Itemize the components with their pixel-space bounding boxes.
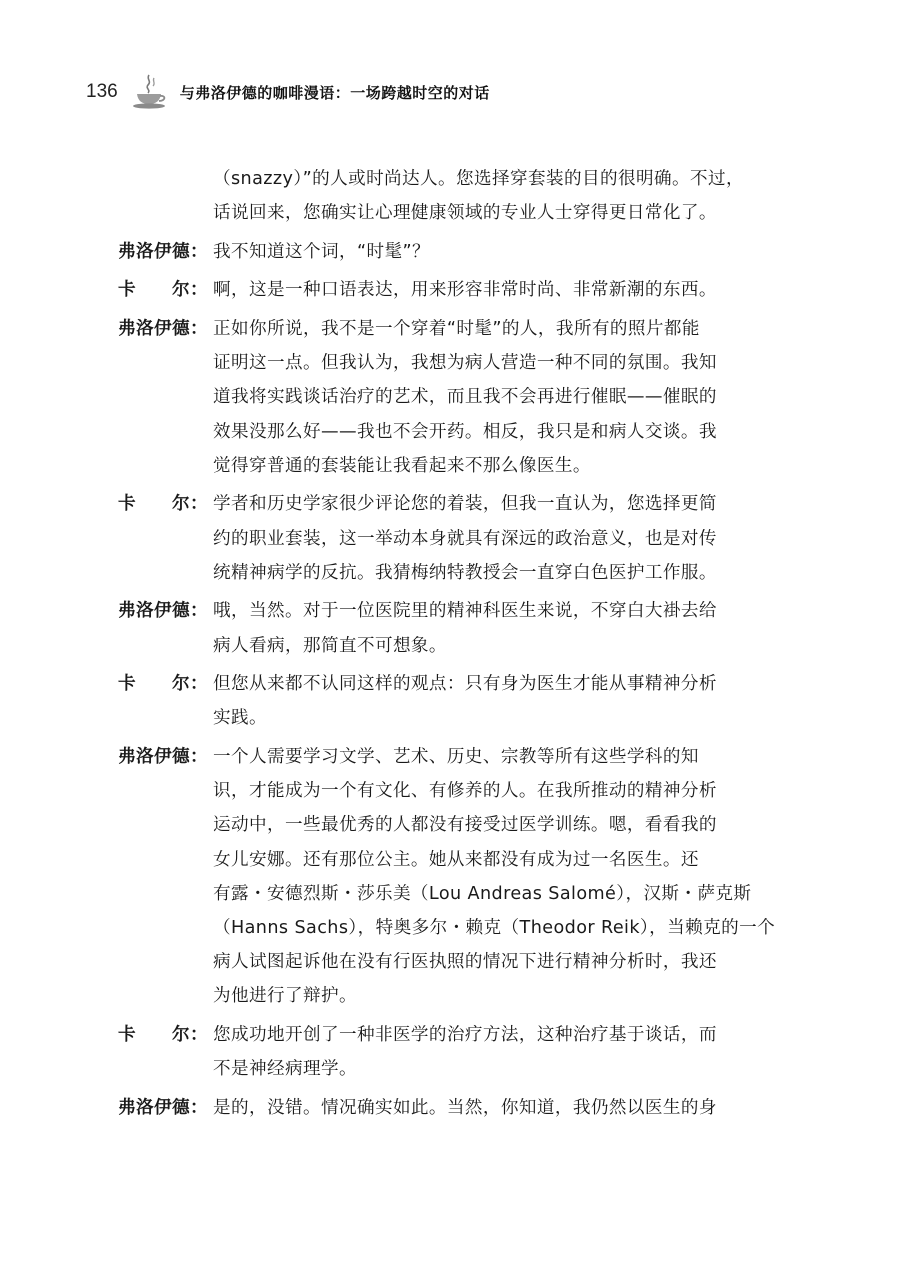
speech-text bbox=[213, 1018, 768, 1086]
speech-text bbox=[213, 235, 768, 269]
text-line: （Hanns Sachs），特奥多尔・赖克（Theodor Reik），当赖克的一个 bbox=[213, 918, 776, 938]
speaker-label: 弗洛伊德： bbox=[118, 318, 208, 339]
speaker-label: 卡 尔： bbox=[118, 280, 208, 301]
page-number: 136 bbox=[86, 81, 118, 102]
dialogue-entry bbox=[118, 487, 768, 590]
coffee-cup-icon bbox=[130, 73, 170, 111]
text-line: 病人看病，那简直不可想象。 bbox=[213, 635, 447, 656]
dialogue-entry bbox=[118, 740, 776, 1014]
speaker-label: 弗洛伊德： bbox=[118, 746, 208, 767]
text-line: 女儿安娜。还有那位公主。她从来都没有成为过一名医生。还 bbox=[213, 849, 699, 870]
text-line: 正如你所说，我不是一个穿着“时髦”的人，我所有的照片都能 bbox=[213, 318, 700, 339]
text-line: 您成功地开创了一种非医学的治疗方法，这种治疗基于谈话，而 bbox=[213, 1025, 717, 1045]
dialogue-entry bbox=[118, 235, 768, 269]
speaker-label: 卡 尔： bbox=[118, 494, 208, 515]
text-line: 病人试图起诉他在没有行医执照的情况下进行精神分析时，我还 bbox=[213, 952, 717, 973]
text-line: 不是神经病理学。 bbox=[213, 1059, 357, 1080]
speech-text bbox=[213, 312, 768, 483]
text-line: 一个人需要学习文学、艺术、历史、宗教等所有这些学科的知 bbox=[213, 746, 699, 767]
dialogue-entry bbox=[118, 1091, 768, 1125]
speech-text bbox=[213, 162, 768, 230]
text-line: 道我将实践谈话治疗的艺术，而且我不会再进行催眠——催眠的 bbox=[213, 387, 717, 408]
dialogue-entry bbox=[118, 273, 768, 307]
text-line: 是的，没错。情况确实如此。当然，你知道，我仍然以医生的身 bbox=[213, 1097, 717, 1118]
text-line: 啊，这是一种口语表达，用来形容非常时尚、非常新潮的东西。 bbox=[213, 280, 717, 301]
speech-text bbox=[213, 1091, 768, 1125]
text-line: 实践。 bbox=[213, 708, 267, 729]
text-line: 证明这一点。但我认为，我想为病人营造一种不同的氛围。我知 bbox=[213, 353, 717, 374]
text-line: 效果没那么好——我也不会开药。相反，我只是和病人交谈。我 bbox=[213, 421, 717, 442]
text-line: 运动中，一些最优秀的人都没有接受过医学训练。嗯，看看我的 bbox=[213, 815, 717, 836]
speaker-label: 弗洛伊德： bbox=[118, 241, 208, 262]
text-line: 觉得穿普通的套装能让我看起来不那么像医生。 bbox=[213, 455, 591, 476]
text-line: 学者和历史学家很少评论您的着装，但我一直认为，您选择更简 bbox=[213, 494, 717, 515]
speech-text bbox=[213, 487, 768, 590]
dialogue-entry bbox=[118, 667, 768, 735]
speech-text bbox=[213, 667, 768, 735]
text-line: 话说回来，您确实让心理健康领域的专业人士穿得更日常化了。 bbox=[213, 203, 717, 224]
dialogue-entry bbox=[118, 312, 768, 483]
text-line: 约的职业套装，这一举动本身就具有深远的政治意义，也是对传 bbox=[213, 528, 717, 549]
speaker-label: 卡 尔： bbox=[118, 1025, 208, 1045]
text-line: 有露・安德烈斯・莎乐美（Lou Andreas Salomé），汉斯・萨克斯 bbox=[213, 883, 752, 904]
dialogue-entry bbox=[118, 162, 768, 230]
text-line: （snazzy）”的人或时尚达人。您选择穿套装的目的很明确。不过， bbox=[213, 169, 744, 189]
text-line: 我不知道这个词，“时髦”？ bbox=[213, 241, 430, 262]
speech-text bbox=[213, 740, 776, 1014]
speaker-label: 卡 尔： bbox=[118, 674, 208, 695]
text-line: 但您从来都不认同这样的观点：只有身为医生才能从事精神分析 bbox=[213, 674, 717, 695]
speaker-label: 弗洛伊德： bbox=[118, 601, 208, 622]
book-title: 与弗洛伊德的咖啡漫语：一场跨越时空的对话 bbox=[179, 83, 490, 102]
speaker-label: 弗洛伊德： bbox=[118, 1097, 208, 1118]
running-header bbox=[86, 70, 490, 114]
text-line: 统精神病学的反抗。我猜梅纳特教授会一直穿白色医护工作服。 bbox=[213, 562, 717, 583]
text-line: 识，才能成为一个有文化、有修养的人。在我所推动的精神分析 bbox=[213, 781, 717, 802]
dialogue-entry bbox=[118, 1018, 768, 1086]
speech-text bbox=[213, 594, 768, 662]
speech-text bbox=[213, 273, 768, 307]
text-line: 为他进行了辩护。 bbox=[213, 986, 357, 1007]
text-line: 哦，当然。对于一位医院里的精神科医生来说，不穿白大褂去给 bbox=[213, 601, 717, 622]
dialogue-body bbox=[118, 162, 776, 1129]
dialogue-entry bbox=[118, 594, 768, 662]
